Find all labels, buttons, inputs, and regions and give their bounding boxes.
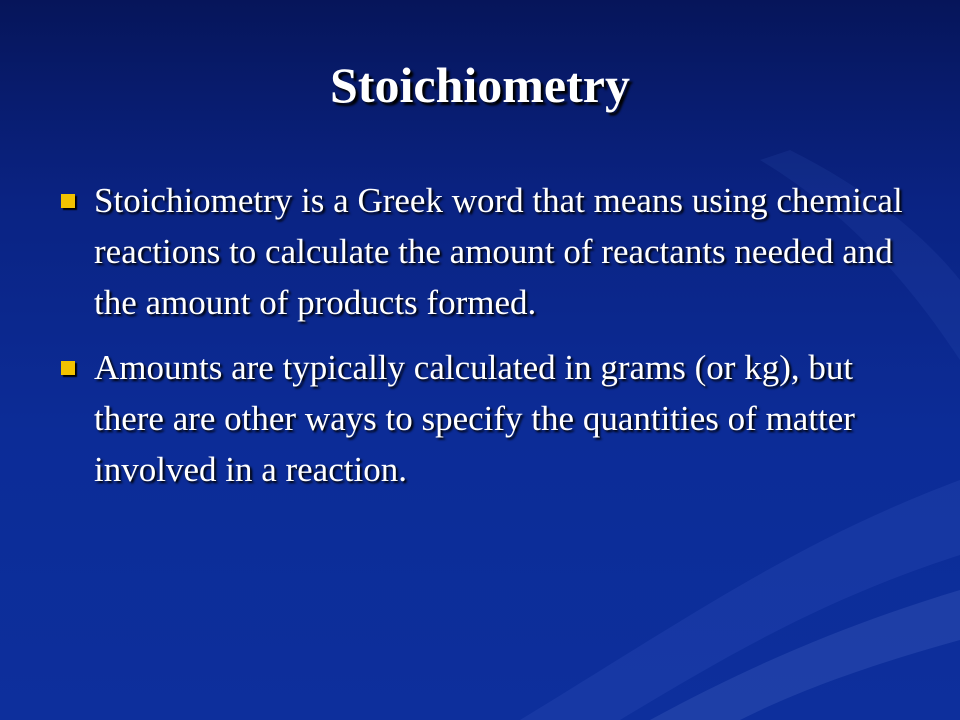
square-bullet-icon	[61, 361, 75, 375]
bullet-list	[60, 175, 910, 509]
bullet-item-1	[60, 175, 910, 328]
bullet-item-2	[60, 342, 910, 495]
bullet-text-2: Amounts are typically calculated in grams (or kg), but there are other ways to specify the quantities of matter involved in a reaction.	[94, 348, 855, 489]
slide-title: Stoichiometry	[330, 57, 630, 113]
bullet-text-1: Stoichiometry is a Greek word that means using chemical reactions to calculate the amount of reactants needed and the amount of products formed.	[94, 181, 903, 322]
square-bullet-icon	[61, 194, 75, 208]
